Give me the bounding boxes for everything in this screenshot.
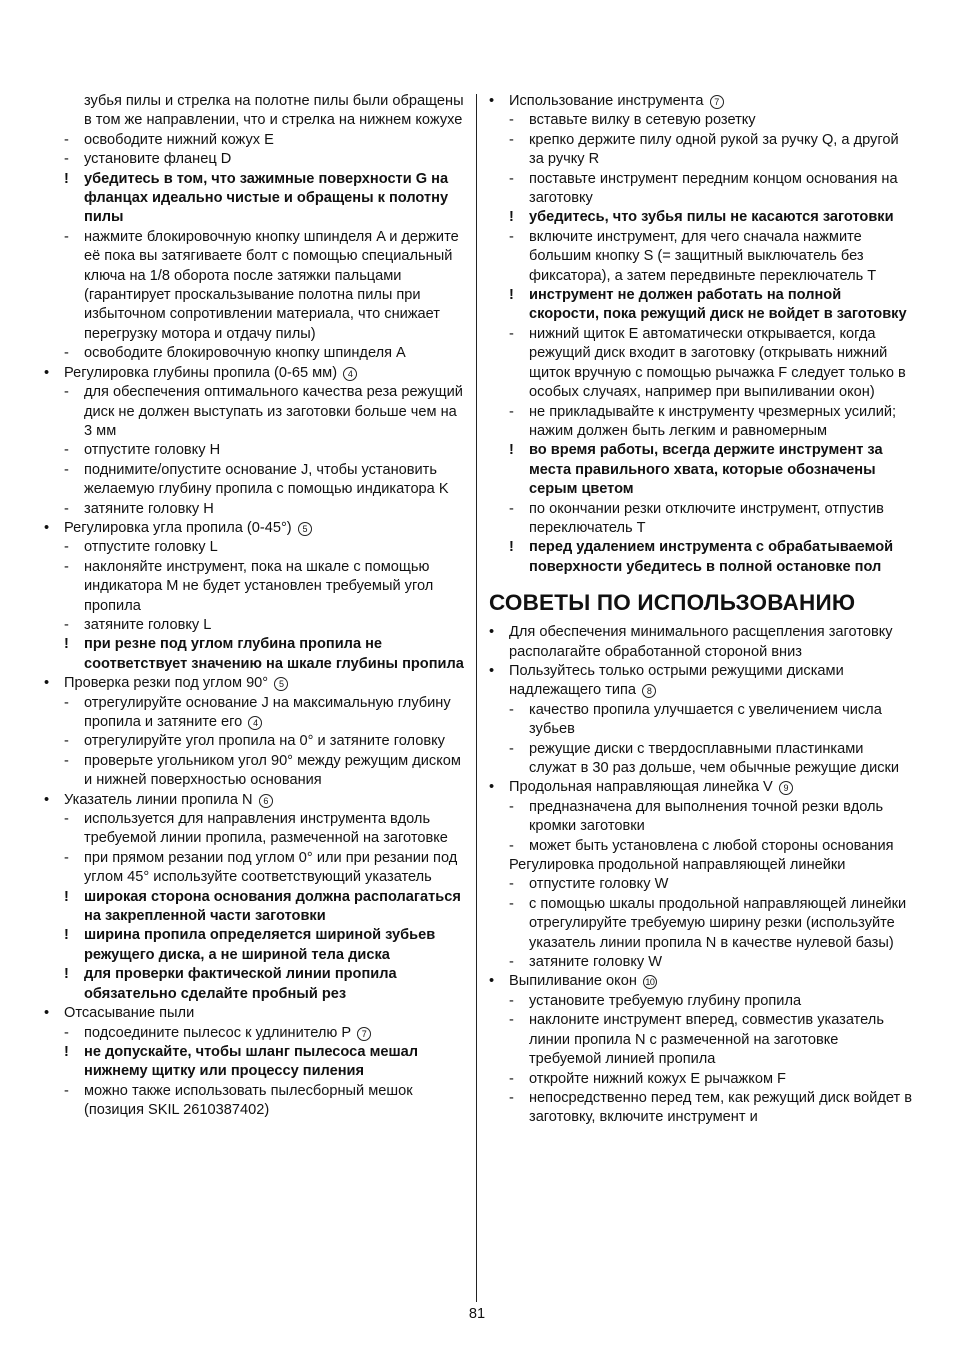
- dash-item: [489, 500, 914, 539]
- item-text: откройте нижний кожух E рычажком F: [529, 1070, 786, 1087]
- dash-item: [44, 732, 466, 751]
- item-text: Проверка резки под углом 90°: [64, 675, 269, 692]
- item-text: перед удалением инструмента с обрабатываемой поверхности убедитесь в полной остановке пол: [529, 539, 894, 575]
- item-text: наклоните инструмент вперед, совместив указатель линии пропила N с размеченной на заготовке требуемой линией пропила: [529, 1012, 884, 1068]
- warning-item: [44, 635, 466, 674]
- warning-item: [44, 926, 466, 965]
- warning-item: [44, 170, 466, 228]
- item-text: поставьте инструмент передним концом основания на заготовку: [529, 170, 898, 207]
- left-column: [44, 92, 466, 1121]
- section-heading: СОВЕТЫ ПО ИСПОЛЬЗОВАНИЮ: [489, 590, 856, 616]
- figure-ref-icon: 5: [298, 522, 312, 536]
- dash-item: [489, 111, 914, 130]
- dash-marker: -: [64, 616, 69, 633]
- item-text: для проверки фактической линии пропила обязательно сделайте пробный рез: [84, 966, 397, 1002]
- bullet-item: [44, 364, 466, 383]
- figure-ref-icon: 7: [357, 1027, 371, 1041]
- dash-item: [44, 1082, 466, 1121]
- bullet-marker: •: [44, 519, 50, 536]
- item-text: отрегулируйте основание J на максимальную глубину пропила и затяните его: [84, 694, 451, 730]
- dash-item: [44, 810, 466, 849]
- bullet-marker: •: [489, 93, 495, 109]
- dash-marker: -: [509, 170, 514, 187]
- item-text: отпустите головку W: [529, 876, 669, 893]
- item-text: Пользуйтесь только острыми режущими дисками надлежащего типа: [509, 662, 844, 699]
- subheading-text: [489, 856, 914, 875]
- dash-item: [489, 837, 914, 856]
- dash-item: [44, 752, 466, 791]
- bullet-item: [489, 778, 914, 797]
- warning-item: [489, 538, 914, 577]
- dash-item: [489, 953, 914, 972]
- item-text: по окончании резки отключите инструмент, отпустив переключатель T: [529, 500, 884, 536]
- dash-marker: -: [509, 228, 514, 245]
- item-text: установите фланец D: [84, 151, 232, 168]
- warning-marker: !: [64, 170, 69, 187]
- item-text: поднимите/опустите основание J, чтобы установить желаемую глубину пропила с помощью индикатора K: [84, 461, 449, 498]
- item-text: убедитесь в том, что зажимные поверхности G на фланцах идеально чистые и обращены к полотну пилы: [84, 170, 449, 226]
- dash-marker: -: [64, 442, 69, 459]
- dash-marker: -: [509, 798, 514, 815]
- item-text: используется для направления инструмента вдоль требуемой линии пропила, размеченной на заготовке: [84, 811, 448, 847]
- item-text: режущие диски с твердосплавными пластинками служат в 30 раз дольше, чем обычные режущие диски: [529, 740, 900, 776]
- bullet-marker: •: [44, 1005, 50, 1022]
- item-text: подсоедините пылесос к удлинителю P: [84, 1024, 351, 1041]
- figure-ref-icon: 8: [642, 684, 656, 698]
- dash-marker: -: [509, 701, 514, 718]
- warning-marker: !: [64, 888, 69, 905]
- item-text: во время работы, всегда держите инструмент за места правильного хвата, которые обозначены серым цветом: [529, 442, 883, 498]
- item-text: качество пропила улучшается с увеличением числа зубьев: [529, 701, 882, 738]
- figure-ref-icon: 6: [259, 794, 273, 808]
- bullet-item: [489, 662, 914, 701]
- dash-marker: -: [64, 1082, 69, 1099]
- item-text: крепко держите пилу одной рукой за ручку Q, а другой за ручку R: [529, 131, 899, 168]
- continuation-text: [44, 92, 466, 131]
- dash-marker: -: [64, 228, 69, 245]
- dash-marker: -: [509, 112, 514, 129]
- item-text: затяните головку L: [84, 616, 212, 633]
- item-text: Регулировка глубины пропила (0-65 мм): [64, 364, 338, 381]
- item-text: вставьте вилку в сетевую розетку: [529, 112, 756, 129]
- dash-marker: -: [509, 1070, 514, 1087]
- dash-item: [44, 616, 466, 635]
- warning-marker: !: [509, 539, 514, 556]
- item-text: проверьте угольником угол 90° между режущим диском и нижней поверхностью основания: [84, 752, 461, 789]
- figure-ref-icon: 10: [643, 975, 657, 989]
- bullet-marker: •: [44, 791, 50, 808]
- warning-item: [44, 965, 466, 1004]
- dash-marker: -: [64, 694, 69, 711]
- dash-item: [489, 228, 914, 286]
- dash-marker: -: [509, 954, 514, 971]
- bullet-marker: •: [489, 662, 495, 679]
- bullet-marker: •: [489, 973, 495, 990]
- dash-marker: -: [509, 500, 514, 517]
- dash-marker: -: [509, 1089, 514, 1106]
- item-text: широкая сторона основания должна располагаться на закрепленной части заготовки: [84, 888, 461, 925]
- dash-item: [489, 131, 914, 170]
- warning-item: [489, 286, 914, 325]
- figure-ref-icon: 5: [274, 677, 288, 691]
- dash-item: [489, 170, 914, 209]
- dash-item: [44, 131, 466, 150]
- dash-item: [489, 1070, 914, 1089]
- dash-marker: -: [509, 740, 514, 757]
- dash-item: [489, 403, 914, 442]
- warning-marker: !: [64, 1043, 69, 1060]
- dash-item: [489, 798, 914, 837]
- right-column: [489, 92, 914, 1128]
- item-text: затяните головку H: [84, 500, 214, 517]
- warning-marker: !: [64, 966, 69, 983]
- dash-marker: -: [509, 895, 514, 912]
- dash-item: [44, 150, 466, 169]
- bullet-item: [44, 791, 466, 810]
- dash-marker: -: [64, 1024, 69, 1041]
- item-text: предназначена для выполнения точной резки вдоль кромки заготовки: [529, 798, 884, 835]
- warning-marker: !: [509, 442, 514, 459]
- dash-item: [44, 441, 466, 460]
- dash-item: [44, 694, 466, 733]
- page-number: 81: [468, 1306, 486, 1322]
- dash-item: [44, 1024, 466, 1043]
- bullet-item: [489, 623, 914, 662]
- item-text: при резне под углом глубина пропила не соответствует значению на шкале глубины пропила: [84, 636, 464, 672]
- item-text: Отсасывание пыли: [64, 1005, 195, 1022]
- item-text: может быть установлена с любой стороны основания: [529, 837, 894, 854]
- item-text: Продольная направляющая линейка V: [509, 779, 773, 796]
- dash-marker: -: [64, 384, 69, 401]
- dash-marker: -: [64, 151, 69, 168]
- item-text: при прямом резании под углом 0° или при резании под углом 45° используйте соответствующий указатель: [84, 849, 458, 886]
- item-text: можно также использовать пылесборный мешок (позиция SKIL 2610387402): [84, 1082, 413, 1119]
- dash-marker: -: [64, 131, 69, 148]
- figure-ref-icon: 9: [779, 781, 793, 795]
- dash-item: [489, 875, 914, 894]
- dash-item: [489, 895, 914, 953]
- item-text: Для обеспечения минимального расщепления заготовку располагайте обработанной стороной вниз: [509, 624, 893, 660]
- item-text: Использование инструмента: [509, 93, 704, 109]
- item-text: ширина пропила определяется шириной зубьев режущего диска, а не шириной тела диска: [84, 927, 436, 963]
- item-text: непосредственно перед тем, как режущий диск войдет в заготовку, включите инструмент и: [529, 1089, 912, 1126]
- item-text: освободите блокировочную кнопку шпинделя A: [84, 345, 406, 362]
- item-text: отпустите головку H: [84, 442, 221, 459]
- dash-marker: -: [509, 876, 514, 893]
- dash-item: [489, 992, 914, 1011]
- item-text: отпустите головку L: [84, 539, 218, 556]
- dash-marker: -: [64, 461, 69, 478]
- dash-item: [489, 740, 914, 779]
- dash-item: [44, 538, 466, 557]
- dash-item: [489, 1089, 914, 1128]
- dash-marker: -: [509, 1012, 514, 1029]
- item-text: нажмите блокировочную кнопку шпинделя A и держите её пока вы затягиваете болт с помощью специальный ключа на 1/8 оборота после затяжки пальцами (гарантирует проскальзывание полотна пилы при избыточном сопротивлении материала, что снижает перегрузку мотора и отдачу пилы): [84, 228, 459, 342]
- bullet-item: [489, 972, 914, 991]
- figure-ref-icon: 4: [343, 367, 357, 381]
- item-text: инструмент не должен работать на полной скорости, пока режущий диск не войдет в заготовку: [529, 287, 907, 323]
- dash-marker: -: [509, 837, 514, 854]
- warning-marker: !: [64, 636, 69, 653]
- item-text: Регулировка продольной направляющей линейки: [509, 857, 846, 874]
- item-text: с помощью шкалы продольной направляющей линейки отрегулируйте требуемую ширину резки (используйте указатель линии пропила N в качестве нулевой базы): [529, 895, 907, 951]
- dash-item: [44, 849, 466, 888]
- dash-marker: -: [64, 849, 69, 866]
- item-text: Указатель линии пропила N: [64, 791, 253, 808]
- dash-marker: -: [509, 403, 514, 420]
- dash-item: [489, 325, 914, 403]
- item-text: наклоняйте инструмент, пока на шкале с помощью индикатора M не будет установлен требуемый угол пропила: [84, 558, 434, 614]
- dash-marker: -: [509, 325, 514, 342]
- warning-item: [44, 888, 466, 927]
- warning-item: [489, 208, 914, 227]
- warning-marker: !: [64, 927, 69, 944]
- dash-item: [44, 228, 466, 344]
- warning-item: [489, 441, 914, 499]
- dash-marker: -: [509, 131, 514, 148]
- item-text: Регулировка угла пропила (0-45°): [64, 519, 292, 536]
- item-text: не прикладывайте к инструменту чрезмерных усилий; нажим должен быть легким и равномерным: [529, 403, 897, 439]
- dash-item: [44, 461, 466, 500]
- dash-marker: -: [64, 500, 69, 517]
- dash-marker: -: [64, 345, 69, 362]
- bullet-item: [44, 1004, 466, 1023]
- warning-marker: !: [509, 209, 514, 226]
- bullet-item: [489, 92, 914, 111]
- dash-item: [44, 558, 466, 616]
- dash-item: [44, 344, 466, 363]
- column-divider: [476, 94, 477, 1302]
- dash-marker: -: [64, 752, 69, 769]
- dash-item: [44, 500, 466, 519]
- dash-item: [489, 1011, 914, 1069]
- dash-marker: -: [64, 539, 69, 556]
- item-text: нижний щиток E автоматически открывается, когда режущий диск входит в заготовку (открывать нижний щиток вручную с помощью рычажка F следует только в особых случаях, например при выпиливании окон): [529, 325, 906, 401]
- bullet-item: [44, 674, 466, 693]
- item-text: затяните головку W: [529, 954, 662, 971]
- item-text: Выпиливание окон: [509, 973, 637, 990]
- item-text: освободите нижний кожух E: [84, 131, 274, 148]
- item-text: зубья пилы и стрелка на полотне пилы были обращены в том же направлении, что и стрелка на нижнем кожухе: [84, 93, 464, 129]
- item-text: установите требуемую глубину пропила: [529, 992, 802, 1009]
- dash-marker: -: [64, 733, 69, 750]
- dash-marker: -: [509, 992, 514, 1009]
- bullet-marker: •: [489, 624, 495, 641]
- item-text: для обеспечения оптимального качества реза режущий диск не должен выступать из заготовки больше чем на 3 мм: [84, 384, 463, 439]
- dash-item: [44, 383, 466, 441]
- dash-item: [489, 701, 914, 740]
- bullet-marker: •: [44, 675, 50, 692]
- figure-ref-icon: 4: [248, 716, 262, 730]
- dash-marker: -: [64, 811, 69, 828]
- item-text: не допускайте, чтобы шланг пылесоса мешал нижнему щитку или процессу пиления: [84, 1043, 419, 1080]
- item-text: включите инструмент, для чего сначала нажмите большим кнопку S (= защитный выключатель без фиксатора), а затем передвиньте переключатель T: [529, 228, 877, 284]
- figure-ref-icon: 7: [710, 95, 724, 109]
- bullet-marker: •: [44, 364, 50, 381]
- warning-marker: !: [509, 287, 514, 304]
- item-text: убедитесь, что зубья пилы не касаются заготовки: [529, 209, 894, 226]
- dash-marker: -: [64, 558, 69, 575]
- warning-item: [44, 1043, 466, 1082]
- bullet-item: [44, 519, 466, 538]
- bullet-marker: •: [489, 779, 495, 796]
- item-text: отрегулируйте угол пропила на 0° и затяните головку: [84, 733, 445, 750]
